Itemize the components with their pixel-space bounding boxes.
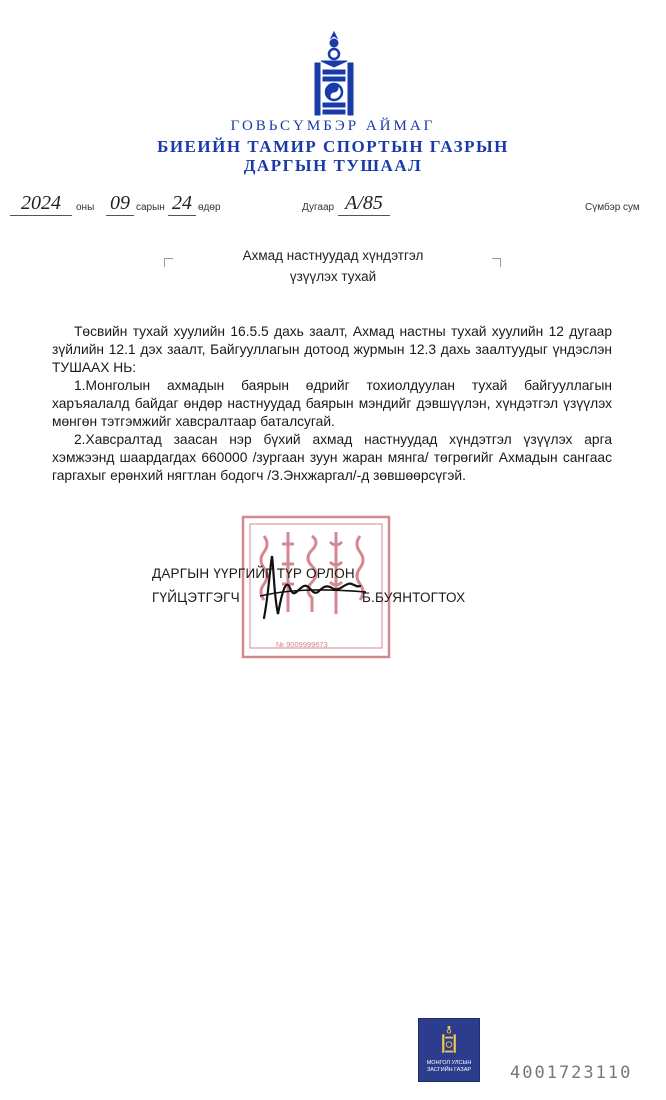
signatory-title-line1: ДАРГЫН ҮҮРГИЙГ ТҮР ОРЛОН — [152, 566, 355, 581]
date-day: 24 — [168, 192, 196, 216]
body-preamble: Төсвийн тухай хуулийн 16.5.5 дахь заалт, Ахмад настны тухай хуулийн 12 дугаар зүйлийн 12.1 дэх заалт, Байгууллагын дотоод журмын 12.3 дахь заалтуудыг үндэслэн ТУШААХ НЬ: — [52, 324, 612, 375]
date-year-suffix: оны — [76, 202, 95, 213]
order-body — [52, 323, 612, 485]
document-serial-number: 4001723110 — [510, 1063, 633, 1083]
date-month: 09 — [106, 192, 134, 216]
date-year: 2024 — [10, 192, 72, 216]
signatory-name: Б.БУЯНТОГТОХ — [362, 590, 466, 605]
order-number: А/85 — [338, 192, 390, 216]
order-title-line1: Ахмад настнуудад хүндэтгэл — [242, 248, 424, 263]
header-department: БИЕИЙН ТАМИР СПОРТЫН ГАЗРЫН — [157, 137, 509, 156]
date-month-suffix: сарын — [136, 202, 165, 213]
header-aimag: ГОВЬСҮМБЭР АЙМАГ — [230, 118, 436, 134]
seal-line1: МОНГОЛ УЛСЫН — [426, 1060, 472, 1066]
signatory-title-line2: ГҮЙЦЭТГЭГЧ — [152, 590, 240, 605]
soyombo-emblem-icon — [311, 30, 357, 122]
place-name: Сүмбэр сум — [585, 202, 640, 213]
government-seal — [418, 1018, 480, 1082]
handwritten-signature — [256, 548, 376, 628]
stamp-number: № 9009999673 — [276, 640, 328, 649]
order-number-label: Дугаар — [302, 202, 335, 213]
body-item-1: 1.Монголын ахмадын баярын өдрийг тохиолдуулан тухай байгууллагын харъяалалд байдаг өндөр настнуудад баярын мэндийг дэвшүүлэн, хүндэтгэл үзүүлэх мөнгөн тэтгэмжийг хавсралтаар баталсугай. — [52, 378, 612, 429]
body-item-2: 2.Хавсралтад заасан нэр бүхий ахмад настнуудад хүндэтгэл үзүүлэх арга хэмжээнд шаардагдах 660000 /зургаан зуун жаран мянга/ төгрөгийг Ахмадын сангаас гаргахыг ерөнхий нягтлан бодогч /З.Энхжаргал/-д зөвшөөрсүгэй. — [52, 432, 612, 483]
date-line — [10, 192, 666, 222]
header-order-title: ДАРГЫН ТУШААЛ — [243, 156, 423, 175]
seal-line2: ЗАСГИЙН ГАЗАР — [426, 1067, 472, 1073]
order-title-line2: үзүүлэх тухай — [289, 269, 377, 284]
date-day-suffix: өдөр — [198, 202, 221, 213]
seal-emblem-icon — [441, 1023, 457, 1055]
